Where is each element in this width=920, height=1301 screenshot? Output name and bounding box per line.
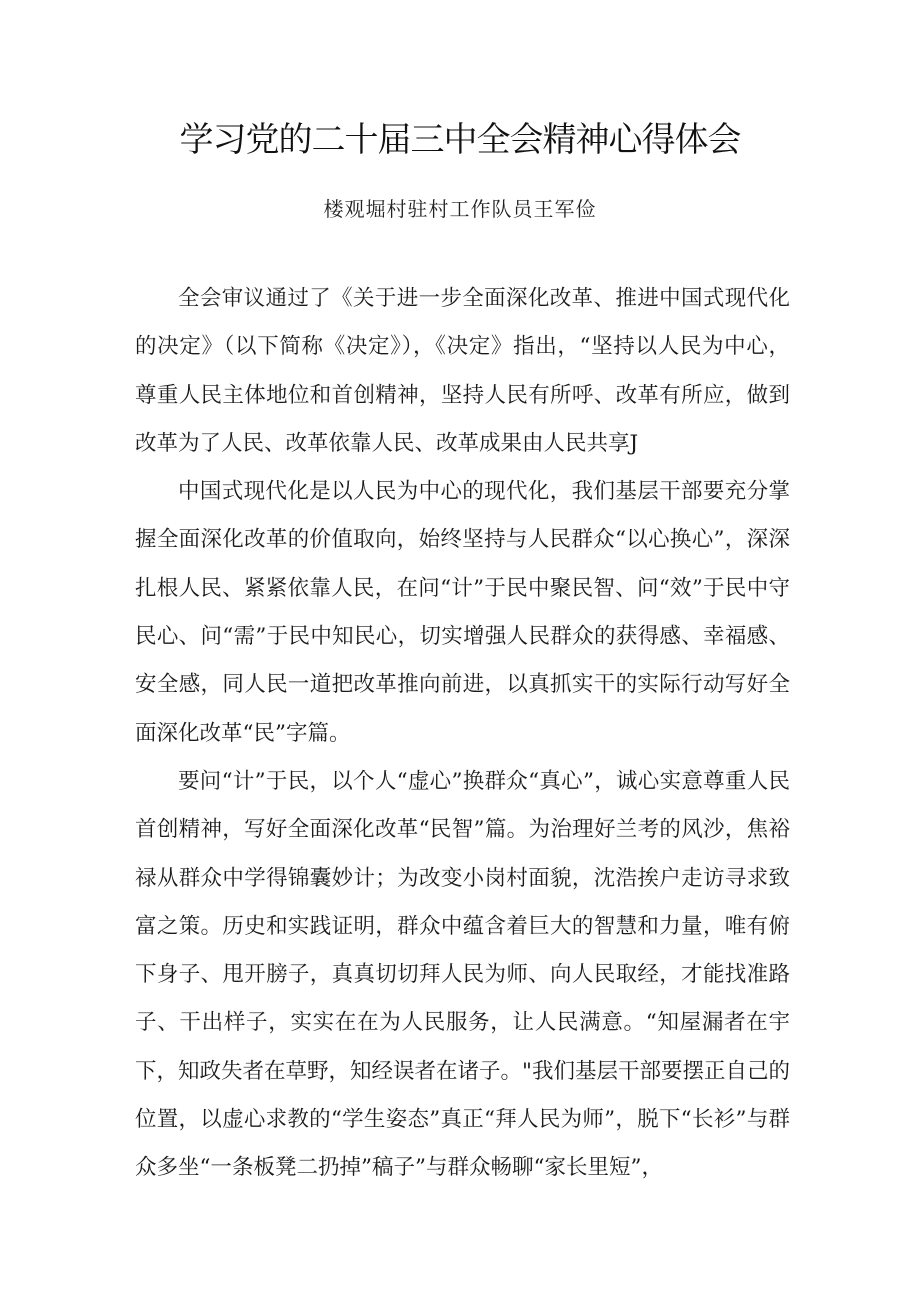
document-author: 楼观堀村驻村工作队员王军俭	[323, 197, 597, 221]
document-title: 学习党的二十届三中全会精神心得体会	[179, 120, 741, 160]
paragraph: 要问“计”于民，以个人“虚心”换群众“真心”，诚心实意尊重人民首创精神，写好全面深化改革“民智”篇。为治理好兰考的风沙，焦裕禄从群众中学得锦囊妙计；为改变小岗村面貌，沈浩挨户走访寻求致富之策。历史和实践证明，群众中蕴含着巨大的智慧和力量，唯有俯下身子、甩开膀子，真真切切拜人民为师、向人民取经，才能找准路子、干出样子，实实在在为人民服务，让人民满意。“知屋漏者在宇下，知政失者在草野，知经误者在诸子。"我们基层干部要摆正自己的位置，以虚心求教的“学生姿态”真正“拜人民为师”，脱下“长衫”与群众多坐“一条板凳二扔掉”稿子”与群众畅聊“家长里短”，	[135, 768, 790, 1181]
paragraph: 中国式现代化是以人民为中心的现代化，我们基层干部要充分掌握全面深化改革的价值取向，始终坚持与人民群众“以心换心”，深深扎根人民、紧紧依靠人民，在问“计”于民中聚民智、问“效”于民中守民心、问“需”于民中知民心，切实增强人民群众的获得感、幸福感、安全感，同人民一道把改革推向前进，以真抓实干的实际行动写好全面深化改革“民”字篇。	[135, 479, 790, 746]
paragraph: 全会审议通过了《关于进一步全面深化改革、推进中国式现代化的决定》（以下简称《决定》），《决定》指出，“坚持以人民为中心，尊重人民主体地位和首创精神，坚持人民有所呼、改革有所应，做到改革为了人民、改革依靠人民、改革成果由人民共享J	[135, 286, 790, 456]
document-body	[135, 275, 790, 1193]
